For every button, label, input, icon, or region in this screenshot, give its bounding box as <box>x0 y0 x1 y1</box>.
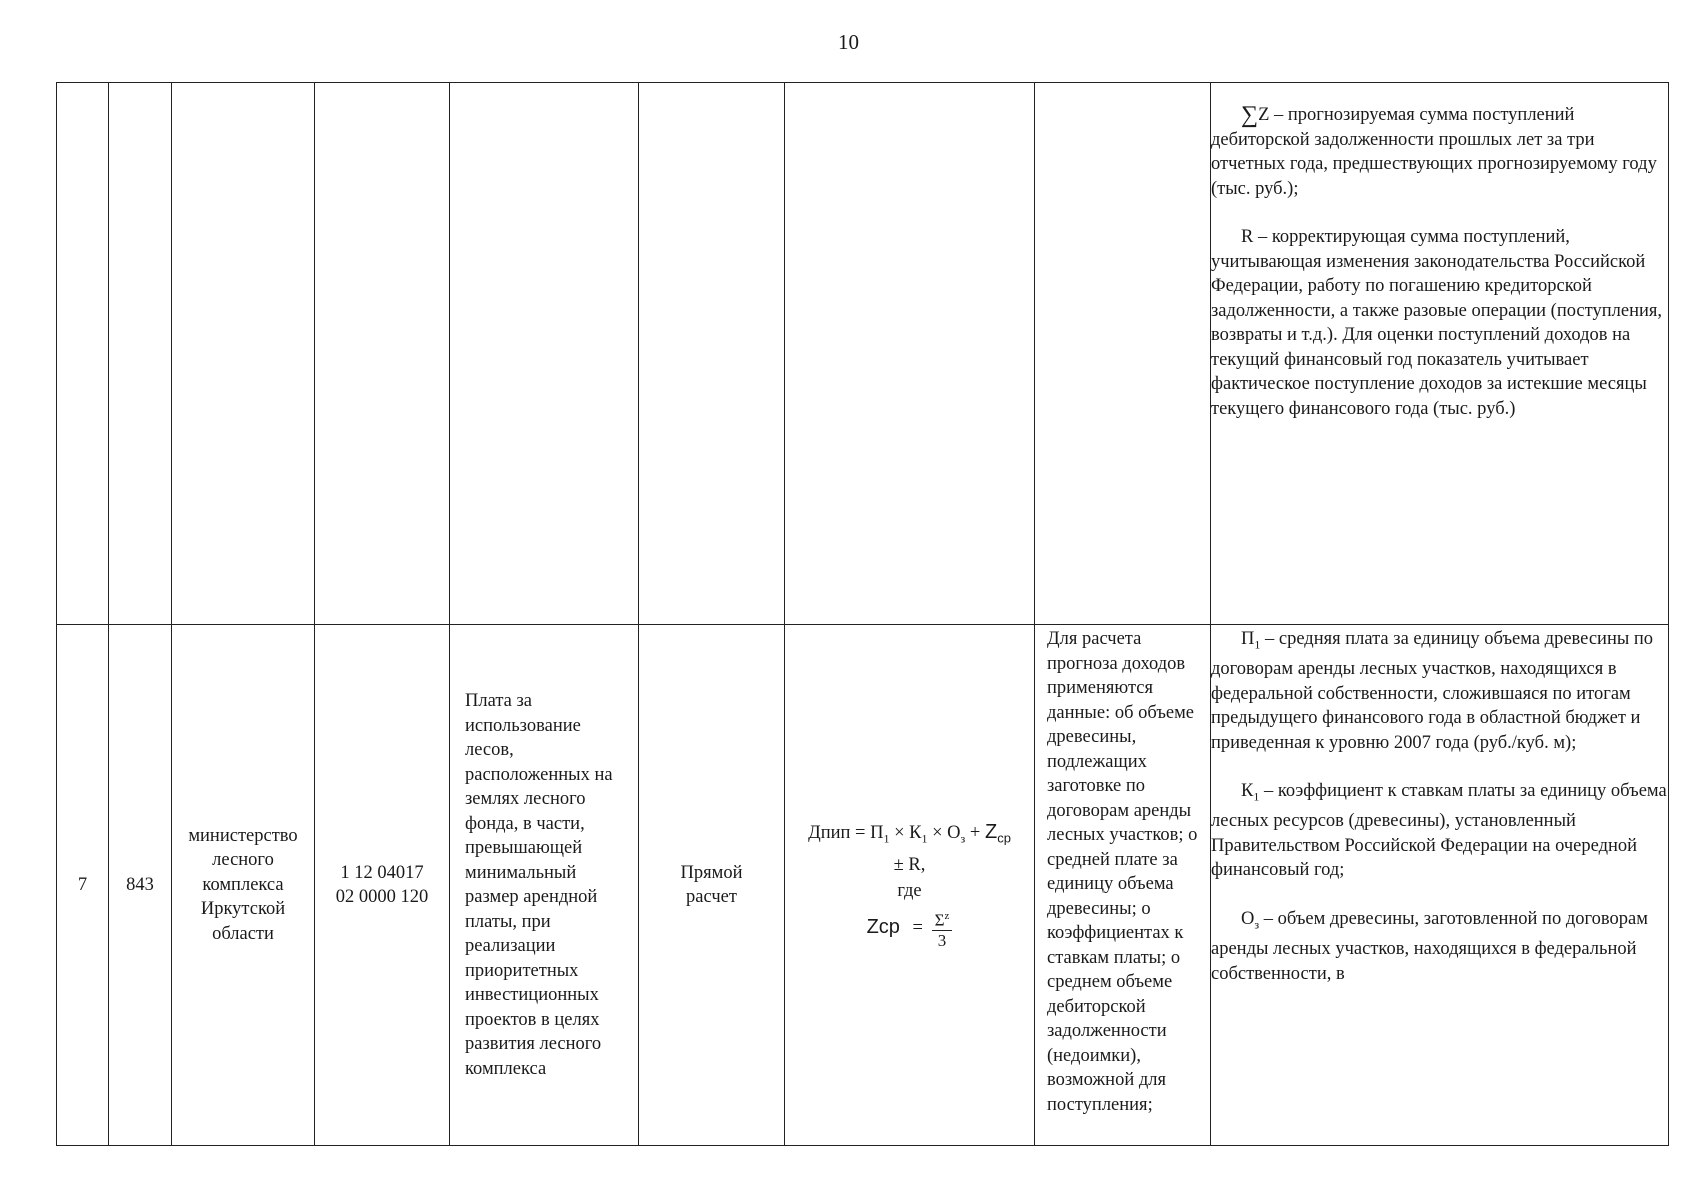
cell-explanations-continued <box>1211 83 1669 625</box>
formula-line-2: ± R, <box>893 854 926 875</box>
empty-cell-method <box>639 83 785 625</box>
empty-cell-data-sources <box>1035 83 1211 625</box>
explanation-sum-z-text: Z – прогнозируемая сумма поступлений дебиторской задолженности прошлых лет за три отчетных года, предшествующих прогнозируемому году (тыс. руб.); <box>1211 105 1657 199</box>
explanation-r-text: R – корректирующая сумма поступлений, учитывающая изменения законодательства Российской Федерации, работу по погашению кредиторской задолженности, а также разовые операции (поступления, возвраты и т.д.). Для оценки поступлений доходов на текущий финансовый год показатель учитывает фактическое поступление доходов за истекшие месяцы текущего финансового года (тыс. руб.) <box>1211 227 1663 419</box>
explanation-sum-z <box>1211 103 1668 201</box>
method-text: Прямой расчет <box>680 862 743 907</box>
empty-cell-revenue-name <box>450 83 639 625</box>
cell-revenue-name <box>450 625 639 1146</box>
empty-cell-administrator <box>172 83 315 625</box>
cell-code: 843 <box>109 625 172 1146</box>
empty-cell-kbk <box>315 83 450 625</box>
empty-cell-formula <box>785 83 1035 625</box>
sigma-symbol: ∑ <box>1241 102 1259 128</box>
empty-cell-number <box>57 83 109 625</box>
explanation-r <box>1211 225 1668 421</box>
kbk-line-1: 1 12 04017 <box>340 862 424 883</box>
cell-data-sources <box>1035 625 1211 1146</box>
formula-zcp: Zср = $\frac{\Sigma^z}{3}$ <box>785 906 1034 952</box>
data-sources-text: Для расчета прогноза доходов применяются данные: об объеме древесины, подлежащих заготовке по договорам аренды лесных участков; о средней плате за единицу объема древесины; о коэффициентах к ставкам платы; о среднем объеме дебиторской задолженности (недоимки), возможной для поступления; <box>1047 629 1198 1115</box>
table-row-7 <box>57 625 1669 1146</box>
cell-kbk <box>315 625 450 1146</box>
kbk-line-2: 02 0000 120 <box>335 887 429 907</box>
explanation-oz: $О_з$ – объем древесины, заготовленной по договорам аренды лесных участков, находящихся в федеральной собственности, в <box>1211 908 1648 984</box>
explanation-p1: $П_1$ – средняя плата за единицу объема древесины по договорам аренды лесных участков, находящихся в федеральной собственности, сложившаяся по итогам предыдущего финансового года в областной бюджет и приведенная к уровню 2007 года (руб./куб. м); <box>1211 629 1654 753</box>
explanation-k1: $К_1$ – коэффициент к ставкам платы за единицу объема лесных ресурсов (древесины), установленный Правительством Российской Федерации на очередной финансовый год; <box>1211 781 1667 881</box>
administrator-text: министерство лесного комплекса Иркутской области <box>188 825 298 944</box>
empty-cell-code <box>109 83 172 625</box>
formula-line-3: где <box>897 880 922 901</box>
cell-method <box>639 625 785 1146</box>
table-row-continuation <box>57 83 1669 625</box>
formula-fraction: $\frac{\Sigma^z}{3}$ <box>932 906 953 952</box>
page-number: 10 <box>838 30 859 54</box>
cell-formula <box>785 625 1035 1146</box>
formula-line-1: Дпип = $П_1 \times К_1 \times О_з + Z_{ср}$ <box>808 820 1011 846</box>
cell-administrator <box>172 625 315 1146</box>
revenue-forecast-table <box>56 82 1669 1146</box>
cell-row-number: 7 <box>57 625 109 1146</box>
formula <box>785 819 1034 951</box>
revenue-name-text: Плата за использование лесов, расположенных на землях лесного фонда, в части, превышающей минимальный размер арендной платы, при реализации приоритетных инвестиционных проектов в целях развития лесного комплекса <box>465 691 613 1079</box>
cell-explanations <box>1211 625 1669 1146</box>
